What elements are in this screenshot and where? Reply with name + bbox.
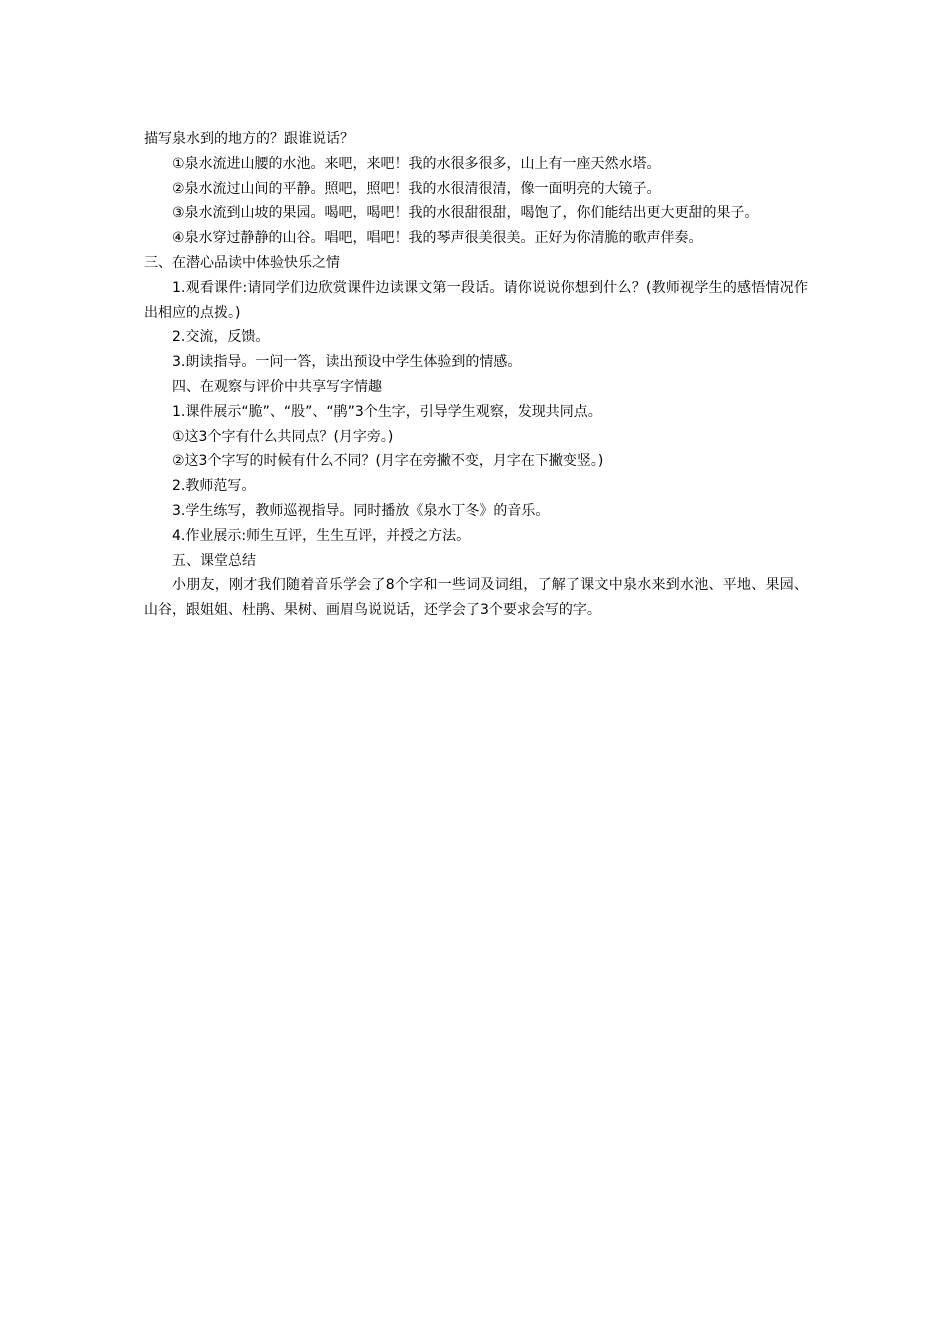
paragraph-6: 1.观看课件:请同学们边欣赏课件边读课文第一段话。请你说说你想到什么？(教师视学生的感悟情况作出相应的点拨。) xyxy=(144,279,808,321)
section-heading-3: 三、在潜心品读中体验快乐之情 xyxy=(144,254,340,271)
section-heading-5: 五、课堂总结 xyxy=(172,552,256,569)
document-body xyxy=(144,127,808,623)
paragraph-10: 1.课件展示“脆”、“股”、“鹃”3个生字，引导学生观察，发现共同点。 xyxy=(172,403,602,420)
paragraph-12: ②这3个字写的时候有什么不同？(月字在旁撇不变，月字在下撇变竖。) xyxy=(172,453,604,470)
paragraph-17: 小朋友，刚才我们随着音乐学会了8个字和一些词及词组，了解了课文中泉水来到水池、平地、果园、山谷，跟姐姐、杜鹃、果树、画眉鸟说说话，还学会了3个要求会写的字。 xyxy=(144,577,808,619)
paragraph-0: 描写泉水到的地方的？跟谁说话？ xyxy=(144,131,354,147)
paragraph-11: ①这3个字有什么共同点？(月字旁。) xyxy=(172,428,394,445)
paragraph-15: 4.作业展示:师生互评，生生互评，并授之方法。 xyxy=(172,527,471,544)
paragraph-2: ②泉水流过山间的平静。照吧，照吧！我的水很清很清，像一面明亮的大镜子。 xyxy=(172,180,661,197)
paragraph-3: ③泉水流到山坡的果园。喝吧，喝吧！我的水很甜很甜，喝饱了，你们能结出更大更甜的果子。 xyxy=(172,205,759,222)
paragraph-1: ①泉水流进山腰的水池。来吧，来吧！我的水很多很多，山上有一座天然水塔。 xyxy=(172,155,661,172)
paragraph-4: ④泉水穿过静静的山谷。唱吧，唱吧！我的琴声很美很美。正好为你清脆的歌声伴奏。 xyxy=(172,230,703,247)
paragraph-14: 3.学生练写，教师巡视指导。同时播放《泉水丁冬》的音乐。 xyxy=(172,502,550,519)
section-heading-4: 四、在观察与评价中共享写字情趣 xyxy=(172,378,382,395)
paragraph-7: 2.交流，反馈。 xyxy=(172,329,270,346)
paragraph-8: 3.朗读指导。一问一答，读出预设中学生体验到的情感。 xyxy=(172,354,522,371)
paragraph-13: 2.教师范写。 xyxy=(172,478,256,495)
